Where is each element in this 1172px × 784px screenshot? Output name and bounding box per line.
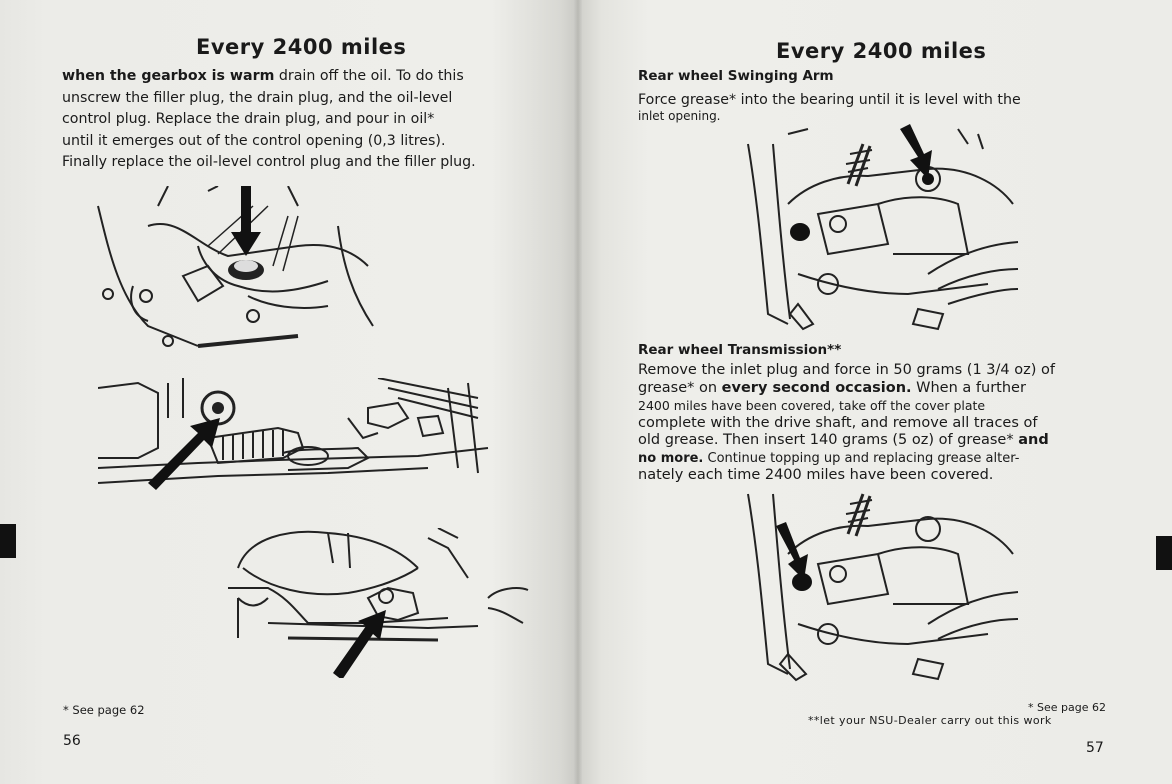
- every-second-occasion-bold: every second occasion.: [721, 379, 912, 396]
- filler-plug-illustration: [88, 186, 388, 356]
- paragraph-line: complete with the drive shaft, and remove all traces of: [638, 414, 1038, 431]
- text-run: Continue topping up and replacing grease alter-: [703, 450, 1020, 466]
- paragraph-line: [638, 380, 1106, 398]
- control-plug-illustration: [228, 528, 538, 678]
- right-page-number: 57: [1086, 740, 1104, 756]
- right-footnote-1: * See page 62: [1028, 701, 1106, 714]
- text-run: old grease. Then insert 140 grams (5 oz) of grease*: [638, 432, 1019, 448]
- right-thumb-index-tab: [1156, 536, 1172, 570]
- left-page-paragraph: [62, 66, 530, 174]
- paragraph-line: inlet opening.: [638, 109, 721, 123]
- right-page-title: Every 2400 miles: [776, 39, 987, 63]
- and-bold: and: [1018, 432, 1049, 448]
- transmission-inlet-illustration: [728, 484, 1020, 684]
- paragraph-line: control plug. Replace the drain plug, and pour in oil*: [62, 111, 435, 127]
- swinging-arm-text: [638, 90, 1106, 122]
- paragraph-line: until it emerges out of the control opening (0,3 litres).: [62, 132, 446, 149]
- paragraph-line: drain off the oil. To do this: [274, 68, 464, 84]
- left-footnote: * See page 62: [63, 703, 145, 717]
- text-run: grease* on: [638, 379, 722, 396]
- transmission-heading: Rear wheel Transmission**: [638, 342, 842, 358]
- left-page-number: 56: [63, 733, 81, 749]
- paragraph-line: Remove the inlet plug and force in 50 grams (1 3/4 oz) of: [638, 362, 1055, 378]
- drain-plug-illustration: [98, 378, 498, 513]
- paragraph-line: [638, 450, 1106, 468]
- gearbox-warm-bold: when the gearbox is warm: [62, 68, 275, 84]
- no-more-bold: no more.: [638, 450, 704, 466]
- paragraph-line: nately each time 2400 miles have been covered.: [638, 467, 994, 483]
- swinging-arm-heading: Rear wheel Swinging Arm: [638, 68, 834, 84]
- paragraph-line: [638, 432, 1106, 450]
- left-page-title: Every 2400 miles: [196, 35, 407, 59]
- right-footnote-2: **let your NSU-Dealer carry out this work: [808, 714, 1052, 727]
- swinging-arm-bearing-illustration: [728, 124, 1020, 336]
- text-run: When a further: [911, 379, 1026, 396]
- book-gutter: [574, 0, 582, 784]
- paragraph-line: Force grease* into the bearing until it is level with the: [638, 92, 1021, 108]
- paragraph-line: Finally replace the oil-level control plug and the filler plug.: [62, 154, 476, 170]
- paragraph-line: unscrew the filler plug, the drain plug, and the oil-level: [62, 89, 453, 106]
- transmission-text: [638, 362, 1106, 485]
- paragraph-line: 2400 miles have been covered, take off the cover plate: [638, 398, 986, 413]
- left-thumb-index-tab: [0, 524, 16, 558]
